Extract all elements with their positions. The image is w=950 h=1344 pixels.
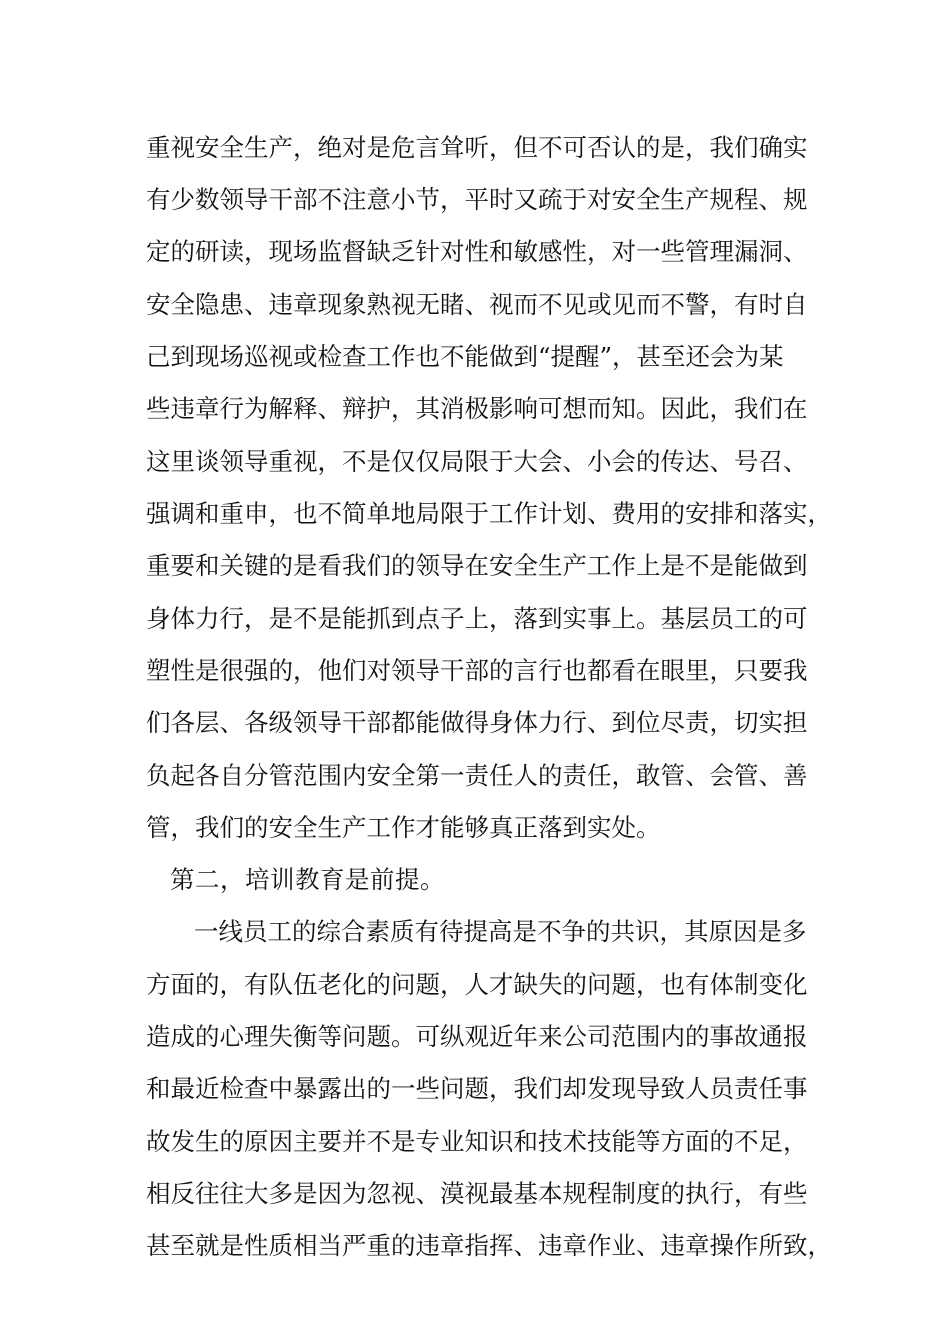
line-13: 负起各自分管范围内安全第一责任人的责任，敢管、会管、善 — [146, 761, 808, 790]
line-2: 有少数领导干部不注意小节，平时又疏于对安全生产规程、规 — [146, 185, 808, 214]
line-17: 造成的心理失衡等问题。可纵观近年来公司范围内的事故通报 — [146, 1022, 808, 1051]
line-3: 定的研读，现场监督缺乏针对性和敏感性，对一些管理漏洞、 — [146, 237, 808, 266]
line-18: 和最近检查中暴露出的一些问题，我们却发现导致人员责任事 — [146, 1074, 808, 1103]
line-20: 相反往往大多是因为忽视、漠视最基本规程制度的执行，有些 — [146, 1179, 808, 1208]
line-10: 身体力行，是不是能抓到点子上，落到实事上。基层员工的可 — [146, 604, 808, 633]
line-19: 故发生的原因主要并不是专业知识和技术技能等方面的不足， — [146, 1127, 808, 1156]
line-14: 管，我们的安全生产工作才能够真正落到实处。 — [146, 813, 661, 842]
line-11: 塑性是很强的，他们对领导干部的言行也都看在眼里，只要我 — [146, 656, 808, 685]
line-6: 些违章行为解释、辩护，其消极影响可想而知。因此，我们在 — [146, 394, 808, 423]
line-1: 重视安全生产，绝对是危言耸听，但不可否认的是，我们确实 — [146, 133, 808, 162]
section-heading: 第二，培训教育是前提。 — [170, 865, 445, 894]
line-4: 安全隐患、违章现象熟视无睹、视而不见或见而不警，有时自 — [146, 290, 808, 319]
line-9: 重要和关键的是看我们的领导在安全生产工作上是不是能做到 — [146, 551, 808, 580]
line-21: 甚至就是性质相当严重的违章指挥、违章作业、违章操作所致， — [146, 1231, 832, 1260]
line-16: 方面的，有队伍老化的问题，人才缺失的问题，也有体制变化 — [146, 970, 808, 999]
line-7: 这里谈领导重视，不是仅仅局限于大会、小会的传达、号召、 — [146, 447, 808, 476]
line-15: 一线员工的综合素质有待提高是不争的共识，其原因是多 — [194, 917, 807, 946]
line-12: 们各层、各级领导干部都能做得身体力行、到位尽责，切实担 — [146, 708, 808, 737]
line-5: 己到现场巡视或检查工作也不能做到“提醒”，甚至还会为某 — [146, 342, 784, 371]
line-8: 强调和重申，也不简单地局限于工作计划、费用的安排和落实， — [146, 499, 832, 528]
